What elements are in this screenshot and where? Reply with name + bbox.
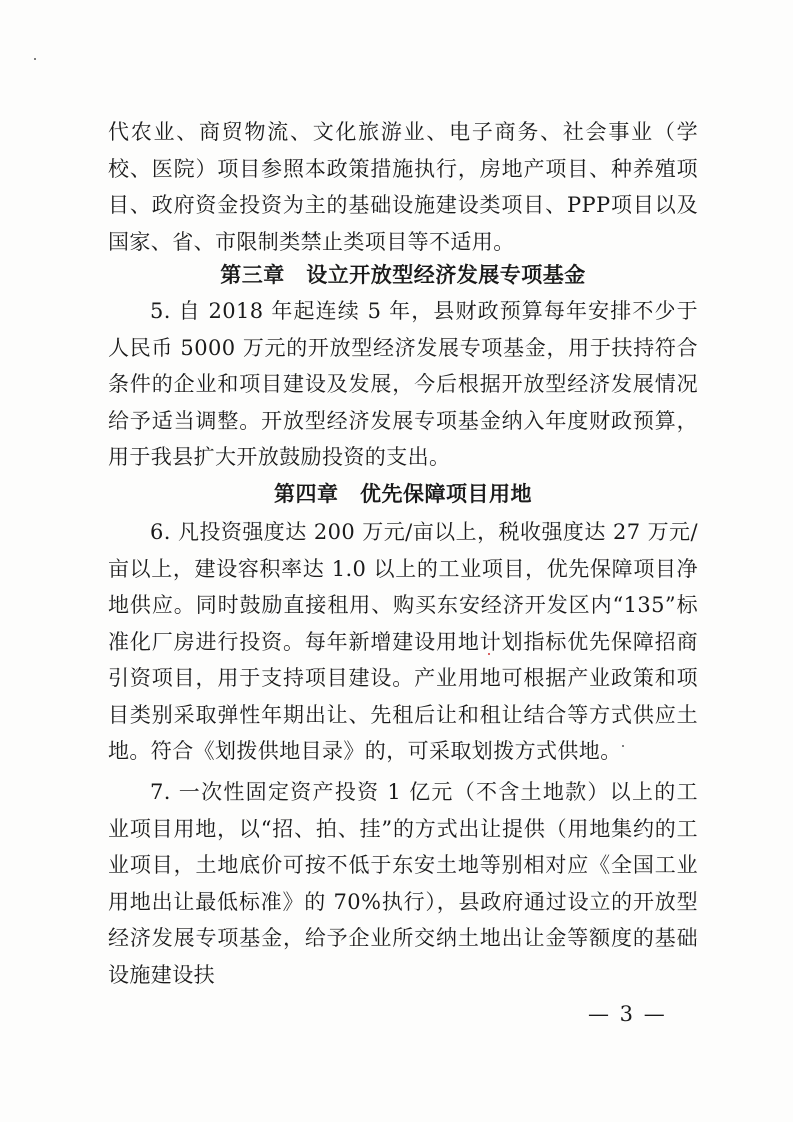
page-number: — 3 — <box>588 1002 667 1026</box>
scan-speck <box>622 745 624 747</box>
paragraph-continued: 代农业、商贸物流、文化旅游业、电子商务、社会事业（学校、医院）项目参照本政策措施执行，房地产项目、种养殖项目、政府资金投资为主的基础设施建设类项目、PPP项目以及国家、省、市限制类禁止类项目等不适用。 <box>108 120 698 254</box>
scan-speck <box>34 58 36 60</box>
paragraph-5: 5. 自 2018 年起连续 5 年，县财政预算每年安排不少于人民币 5000 万元的开放型经济发展专项基金，用于扶持符合条件的企业和项目建设及发展，今后根据开放型经济发展情况给予适当调整。开放型经济发展专项基金纳入年度财政预算，用于我县扩大开放鼓励投资的支出。 <box>108 299 698 469</box>
paragraph-6: 6. 凡投资强度达 200 万元/亩以上，税收强度达 27 万元/亩以上，建设容积率达 1.0 以上的工业项目，优先保障项目净地供应。同时鼓励直接租用、购买东安经济开发区内“135”标准化厂房进行投资。每年新增建设用地计划指标优先保障招商引资项目，用于支持项目建设。产业用地可根据产业政策和项目类别采取弹性年期出让、先租后让和租让结合等方式供应土地。符合《划拨供地目录》的，可采取划拨方式供地。 <box>108 520 698 763</box>
scan-speck <box>488 653 490 655</box>
chapter-3-heading: 第三章 设立开放型经济发展专项基金 <box>220 263 586 287</box>
chapter-4-heading: 第四章 优先保障项目用地 <box>274 482 532 506</box>
paragraph-7: 7. 一次性固定资产投资 1 亿元（不含土地款）以上的工业项目用地，以“招、拍、挂”的方式出让提供（用地集约的工业项目，土地底价可按不低于东安土地等别相对应《全国工业用地出让最低标准》的 70%执行），县政府通过设立的开放型经济发展专项基金，给予企业所交纳土地出让金等额度的基础设施建设扶 <box>108 780 698 987</box>
